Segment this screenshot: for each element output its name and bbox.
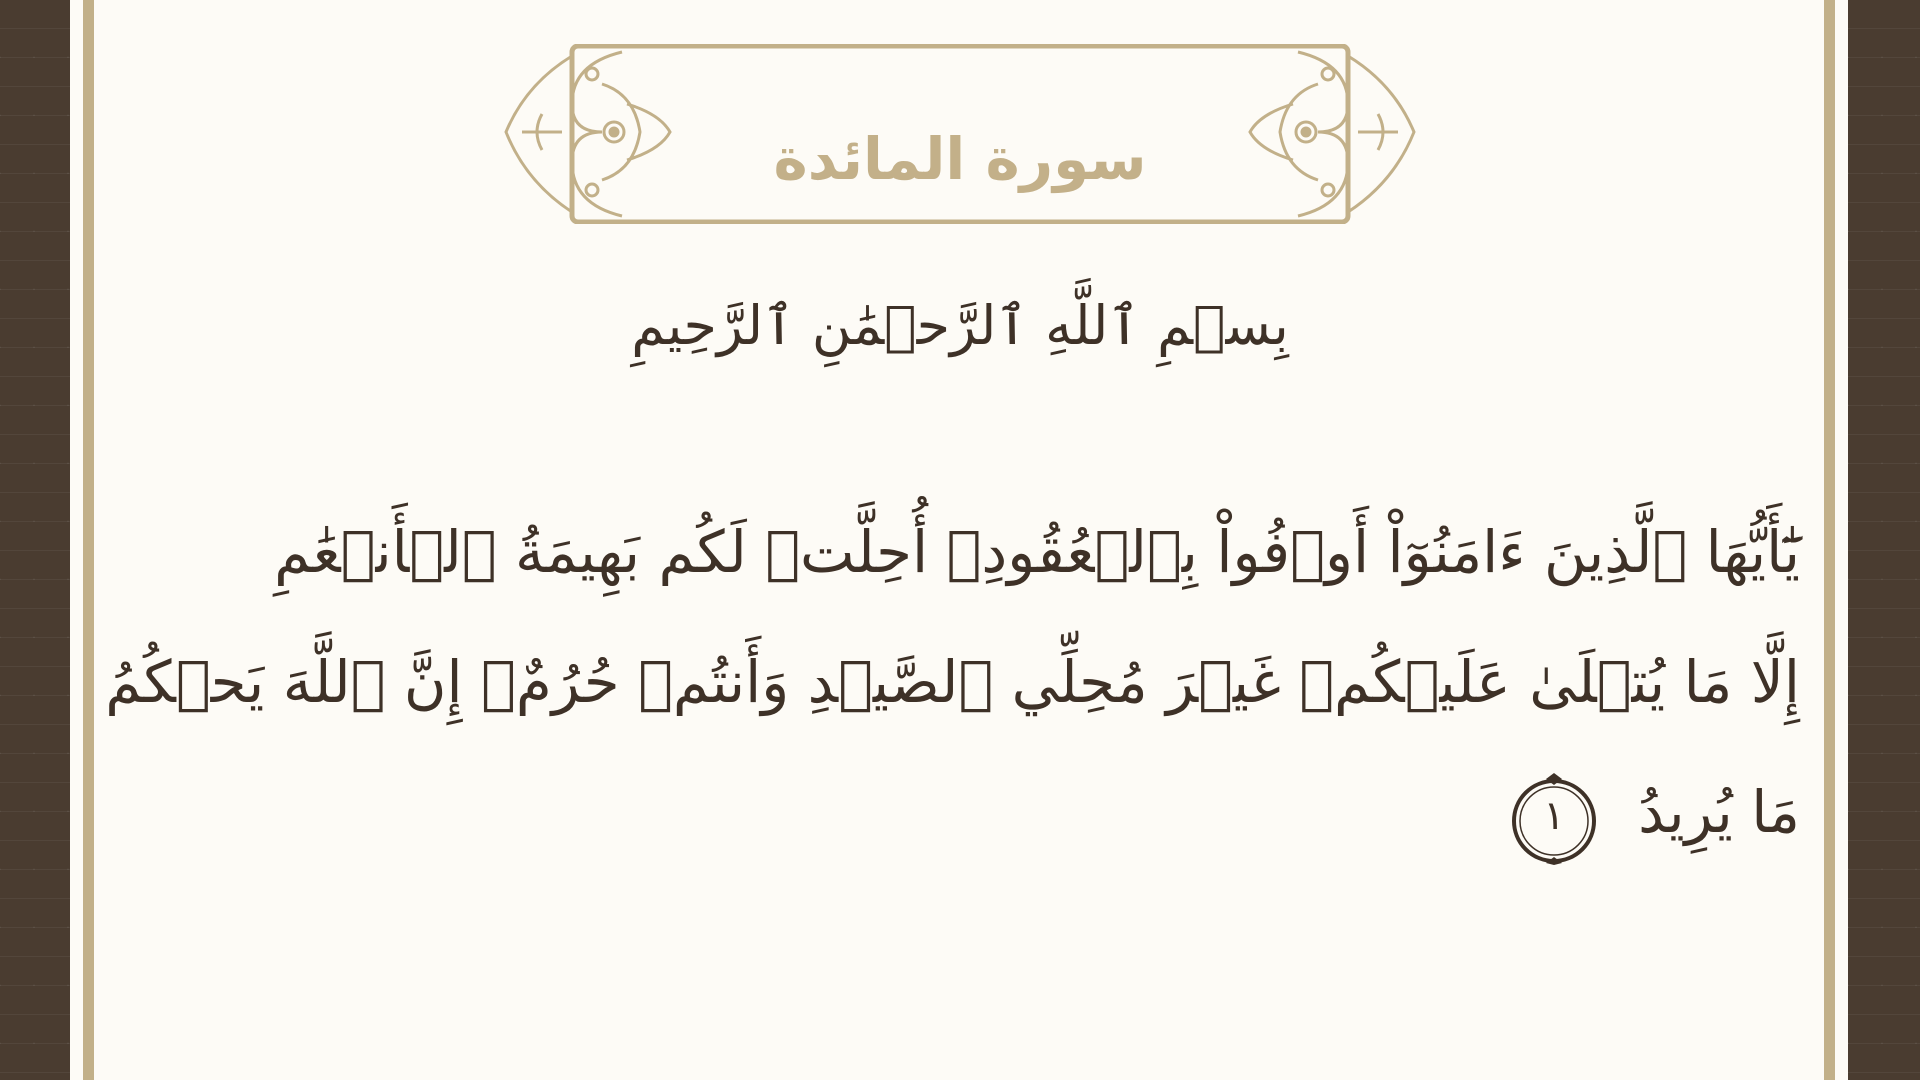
ayah-number: ١ — [1543, 793, 1565, 839]
verse-line-1: يَٰٓأَيُّهَا ٱلَّذِينَ ءَامَنُوٓاْ أَوۡفُواْ بِٱلۡعُقُودِۚ أُحِلَّتۡ لَكُم بَهِيمَةُ ٱلۡأَنۡعَٰمِ — [274, 518, 1800, 586]
verse-line-2: إِلَّا مَا يُتۡلَىٰ عَلَيۡكُمۡ غَيۡرَ مُحِلِّي ٱلصَّيۡدِ وَأَنتُمۡ حُرُمٌۗ إِنَّ ٱللَّهَ يَحۡكُمُ — [105, 648, 1800, 716]
surah-title: سورة المائدة — [773, 125, 1147, 193]
left-border-pattern — [0, 0, 70, 1080]
left-gold-rule — [83, 0, 94, 1080]
basmala: بِسۡمِ ٱللَّهِ ٱلرَّحۡمَٰنِ ٱلرَّحِيمِ — [631, 294, 1289, 357]
ayah-end-marker — [1508, 773, 1600, 865]
right-gold-rule — [1824, 0, 1835, 1080]
surah-title-banner — [502, 44, 1418, 224]
verse-line-3: مَا يُرِيدُ — [1638, 778, 1800, 846]
right-border-pattern — [1848, 0, 1920, 1080]
